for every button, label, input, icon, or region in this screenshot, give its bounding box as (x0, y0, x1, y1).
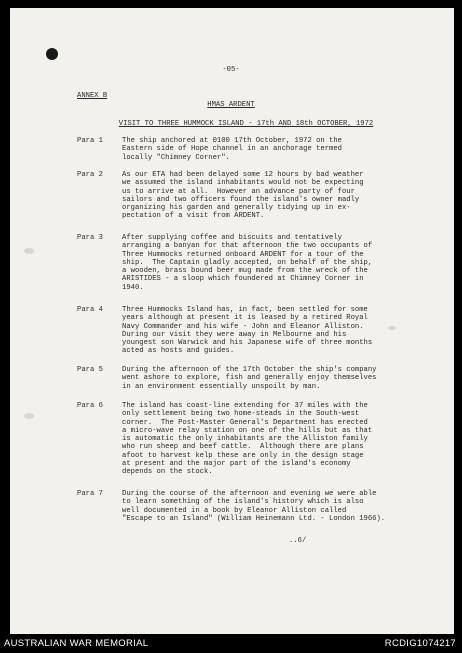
para-text: After supplying coffee and biscuits and tentatively arranging a banyan for that afternoon the two occupants of Three Hummocks returned onboard ARDENT for a tour of the ship. The Captain gladly accepted, on behalf of the ship, a wooden, brass bound beer mug made from the wreck of the ARISTIDES - a sloop which foundered at Chimney Corner in 1940. (122, 234, 373, 292)
ship-heading: HMAS ARDENT (207, 101, 255, 109)
punch-hole (46, 48, 58, 60)
para-text: During the course of the afternoon and evening we were able to learn something of the island's history which is also well documented in a book by Eleanor Alliston called "Escape to an Island" (William Heinemann Ltd. - London 1966). (122, 490, 386, 523)
record-reference: RCDIG1074217 (384, 638, 456, 649)
document-title: VISIT TO THREE HUMMOCK ISLAND - 17th AND 18th OCTOBER, 1972 (118, 120, 374, 128)
para-label: Para 3 (77, 234, 103, 242)
para-label: Para 2 (77, 171, 103, 179)
para-label: Para 6 (77, 402, 103, 410)
para-text: Three Hummocks Island has, in fact, been settled for some years although at present it is leased by a retired Royal Navy Commander and his wife - John and Eleanor Alliston. During our visit they were away in Melbourne and his youngest son Warwick and his Japanese wife of three months acted as hosts and guides. (122, 306, 373, 356)
para-label: Para 5 (77, 366, 103, 374)
para-label: Para 1 (77, 137, 103, 145)
continuation-mark: ..6/ (289, 537, 307, 545)
page-number: -05- (222, 66, 240, 74)
paper-mark (24, 248, 34, 254)
paper-mark (24, 413, 34, 419)
institution-name: AUSTRALIAN WAR MEMORIAL (4, 638, 149, 649)
annex-label: ANNEX B (77, 92, 108, 100)
archive-footer (0, 634, 462, 653)
para-text: The island has coast-line extending for 37 miles with the only settlement being two home-steads in the South-west corner. The Post-Master General's Department has erected a micro-wave relay station on one of the hills but as that is automatic the only inhabitants are the Alliston family who run sheep and beef cattle. Although there are plans afoot to harvest kelp these are only in the design stage at present and the major part of the island's economy depends on the stock. (122, 402, 373, 477)
para-text: As our ETA had been delayed some 12 hours by bad weather we assumed the island inhabitants would not be expecting us to arrive at all. However an advance party of four sailors and two officers found the island's owner madly organizing his garden and generally tidying up in ex- pectation of a visit from ARDENT. (122, 171, 364, 221)
para-text: During the afternoon of the 17th October the ship's company went ashore to explore, fish and generally enjoy themselves in an environment essentially unspoilt by man. (122, 366, 377, 391)
para-label: Para 4 (77, 306, 103, 314)
para-text: The ship anchored at 0100 17th October, 1972 on the Eastern side of Hope channel in an anchorage termed locally "Chimney Corner". (122, 137, 342, 162)
para-label: Para 7 (77, 490, 103, 498)
